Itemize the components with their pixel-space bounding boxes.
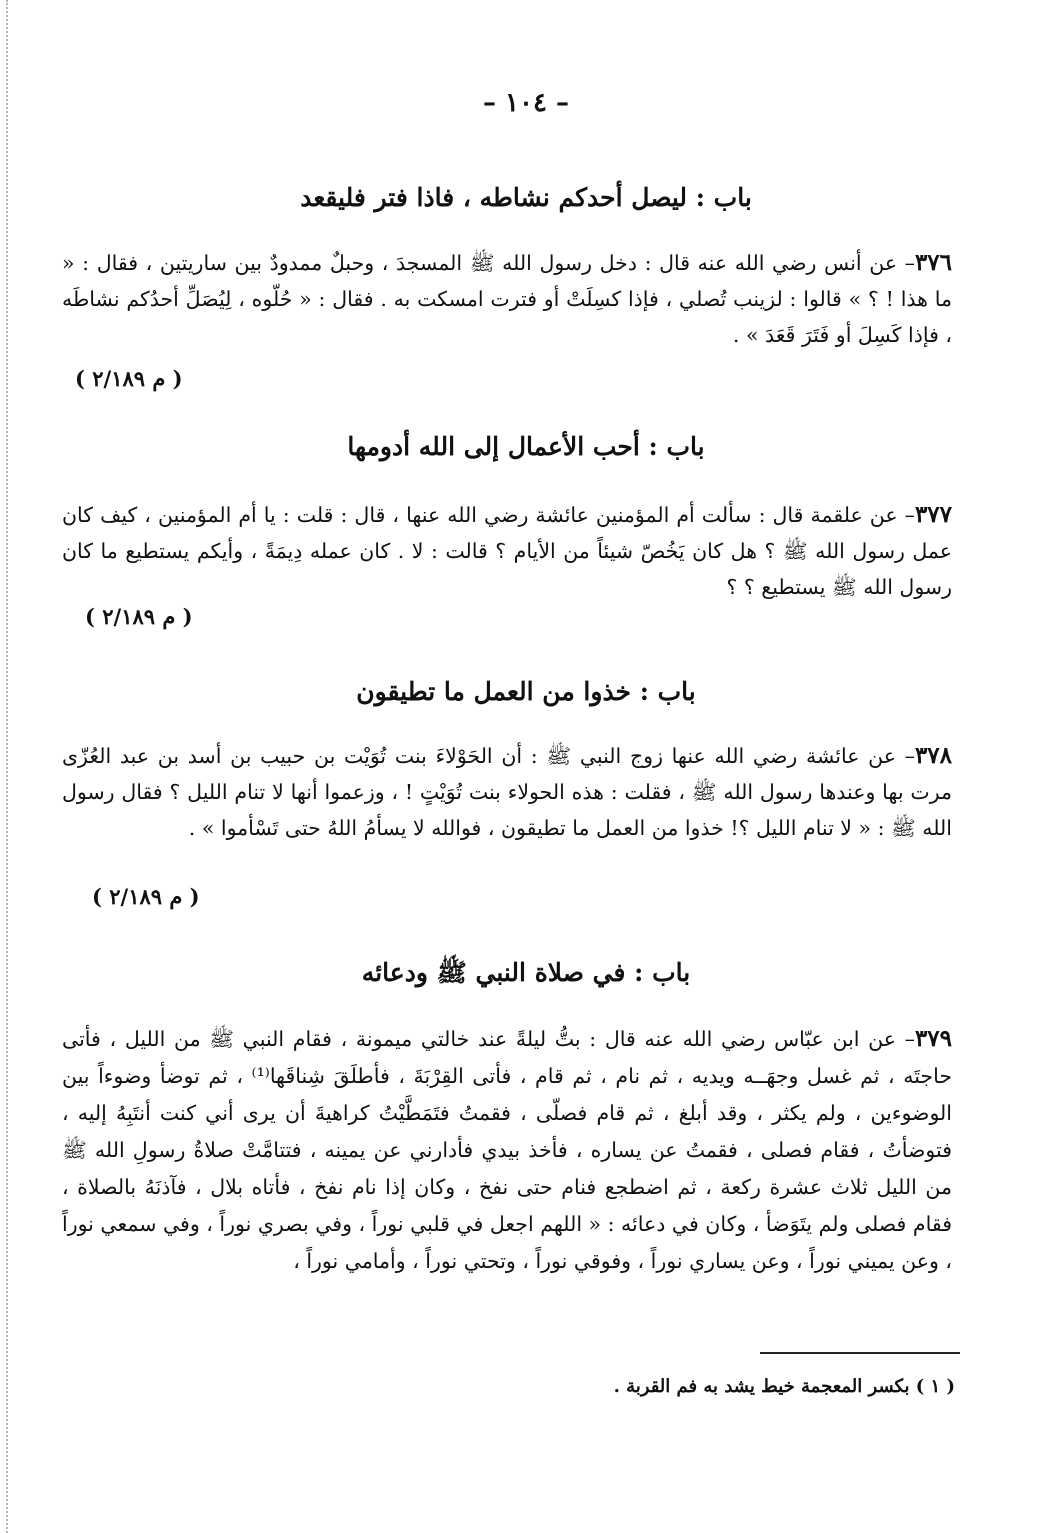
hadith-number: ٣٧٩ xyxy=(914,1025,952,1052)
hadith-376 xyxy=(62,245,952,353)
hadith-reference: ( م ٢/١٨٩ ) xyxy=(92,884,200,909)
page-edge-dotted-line xyxy=(6,0,8,1533)
hadith-text: – عن ابن عبّاس رضي الله عنه قال : بتُّ ليلةً عند خالتي ميمونة ، فقام النبي ﷺ من الليل ، فأتى حاجتَه ، ثم غسل وجهَــه ويديه ، ثم نام ، ثم قام ، فأتى القِرْبَةَ ، فأطلَقَ شِناقَها⁽¹⁾ ، ثم توضأ وضوءاً بين الوضوءين ، ولم يكثر ، وقد أبلغ ، ثم قام فصلّى ، فقمتُ فتَمَطَّيْتُ كراهيةَ أن يرى أني كنت أنتَبِهُ إليه ، فتوضأتُ ، فقام فصلى ، فقمتُ عن يساره ، فأخذ بيدي فأدارني عن يمينه ، فتتامَّتْ صلاةُ رسولِ الله ﷺ من الليل ثلاث عشرة ركعة ، ثم اضطجع فنام حتى نفخ ، وكان إذا نام نفخ ، فأتاه بلال ، فآذنَهُ بالصلاة ، فقام فصلى ولم يتَوَضأ ، وكان في دعائه : « اللهم اجعل في قلبي نوراً ، وفي بصري نوراً ، وفي سمعي نوراً ، وعن يميني نوراً ، وعن يساري نوراً ، وفوقي نوراً ، وتحتي نوراً ، وأمامي نوراً ، xyxy=(62,1027,952,1273)
hadith-reference: ( م ٢/١٨٩ ) xyxy=(85,604,193,629)
chapter-title-379: باب : في صلاة النبي ﷺ ودعائه xyxy=(361,958,691,987)
hadith-number: ٣٧٧ xyxy=(914,501,952,528)
chapter-title-376: باب : ليصل أحدكم نشاطه ، فاذا فتر فليقعد xyxy=(300,183,752,212)
chapter-title-378: باب : خذوا من العمل ما تطيقون xyxy=(356,677,696,706)
hadith-379 xyxy=(62,1020,952,1280)
hadith-number: ٣٧٦ xyxy=(914,249,952,276)
hadith-378 xyxy=(62,738,952,846)
page-number: – ١٠٤ – xyxy=(482,88,570,118)
footnote: ( ١ ) بكسر المعجمة خيط يشد به فم القربة . xyxy=(613,1376,955,1397)
hadith-number: ٣٧٨ xyxy=(914,742,952,769)
hadith-text: – عن عائشة رضي الله عنها زوج النبي ﷺ : أن الحَوْلاءَ بنت تُوَيْت بن حبيب بن أسد بن عبد العُزّى مرت بها وعندها رسول الله ﷺ ، فقلت : هذه الحولاء بنت تُوَيْتٍ ! ، وزعموا أنها لا تنام الليل ؟ فقال رسول الله ﷺ : « لا تنام الليل ؟! خذوا من العمل ما تطيقون ، فوالله لا يسأمُ اللهُ حتى تَسْأموا » . xyxy=(62,744,952,840)
chapter-title-377: باب : أحب الأعمال إلى الله أدومها xyxy=(347,432,705,461)
hadith-text: – عن أنس رضي الله عنه قال : دخل رسول الله ﷺ المسجدَ ، وحبلٌ ممدودٌ بين ساريتين ، فقال : « ما هذا ! ؟ » قالوا : لزينب تُصلي ، فإذا كسِلَتْ أو فترت امسكت به . فقال : « حُلّوه ، لِيُصَلِّ أحدُكم نشاطَه ، فإذا كَسِلَ أو فَتَرَ قَعَدَ » . xyxy=(62,251,952,347)
hadith-377 xyxy=(62,497,952,605)
footnote-divider xyxy=(760,1352,960,1354)
hadith-text: – عن علقمة قال : سألت أم المؤمنين عائشة رضي الله عنها ، قال : قلت : يا أم المؤمنين ، كيف كان عمل رسول الله ﷺ ؟ هل كان يَخُصّ شيئاً من الأيام ؟ قالت : لا . كان عمله دِيمَةً ، وأيكم يستطيع ما كان رسول الله ﷺ يستطيع ؟ ؟ xyxy=(62,503,952,599)
hadith-reference: ( م ٢/١٨٩ ) xyxy=(75,366,183,391)
